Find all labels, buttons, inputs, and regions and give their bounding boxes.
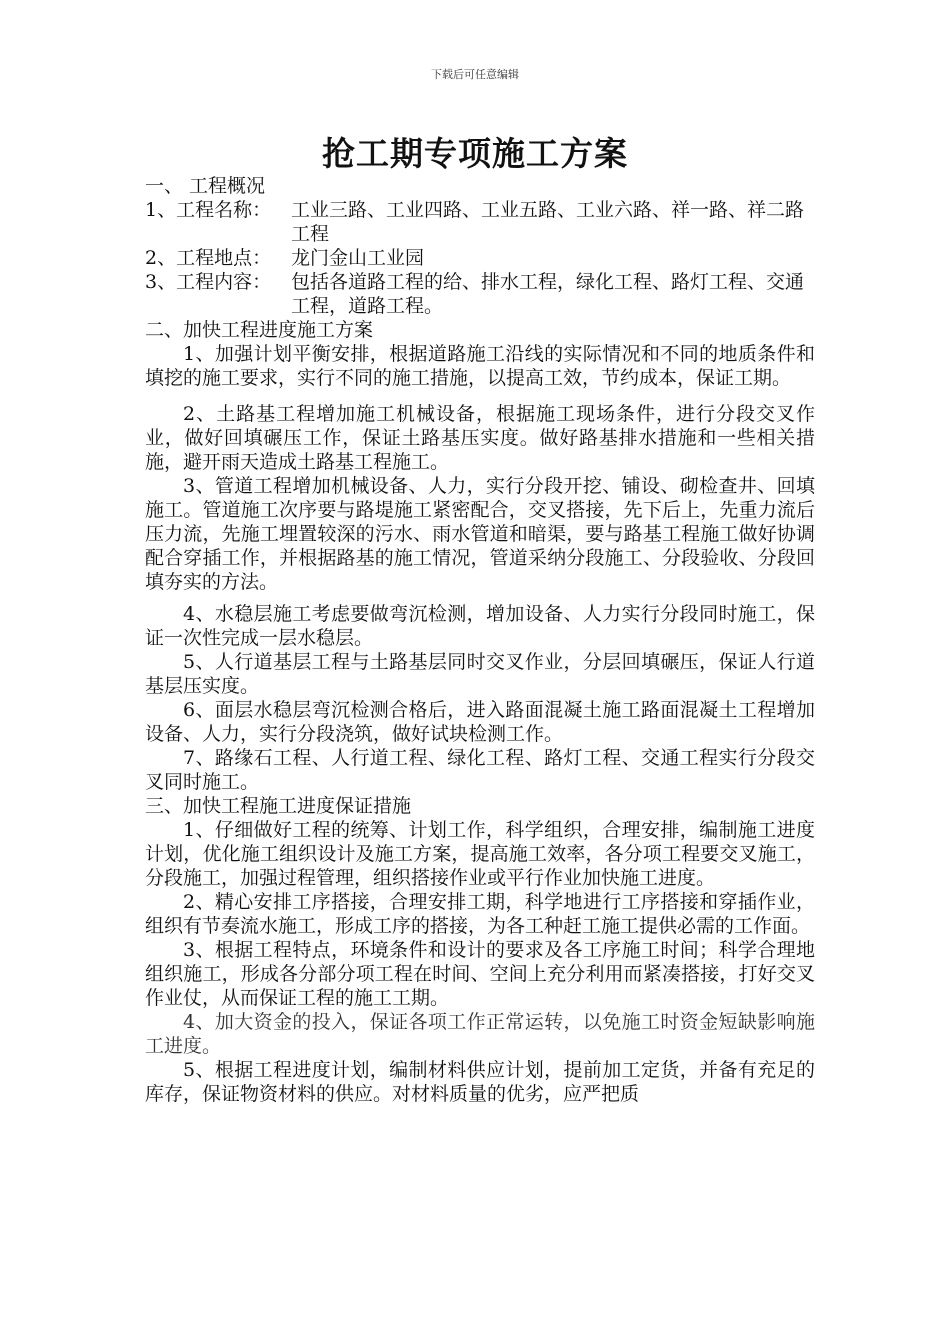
paragraph: 3、根据工程特点，环境条件和设计的要求及各工序施工时间；科学合理地组织施工，形成各分部分项工程在时间、空间上充分利用而紧凑搭接，打好交叉作业仗，从而保证工程的施工工期。 [145,939,815,1009]
section-heading-overview: 一、 工程概况 [145,175,266,197]
paragraph: 2、精心安排工序搭接，合理安排工期，科学地进行工序搭接和穿插作业，组织有节奏流水施工，形成工序的搭接，为各工种赶工施工提供必需的工作面。 [145,891,815,937]
paragraph: 1、加强计划平衡安排，根据道路施工沿线的实际情况和不同的地质条件和填挖的施工要求，实行不同的施工措施，以提高工效，节约成本，保证工期。 [145,343,815,389]
paragraph: 7、路缘石工程、人行道工程、绿化工程、路灯工程、交通工程实行分段交叉同时施工。 [145,747,815,793]
document-title: 抢工期专项施工方案 [322,134,628,173]
paragraph: 4、加大资金的投入，保证各项工作正常运转，以免施工时资金短缺影响施工进度。 [145,1011,815,1057]
overview-label: 1、工程名称： [145,199,272,221]
header-note: 下载后可任意编辑 [431,68,519,81]
paragraph: 5、根据工程进度计划，编制材料供应计划，提前加工定货，并备有充足的库存，保证物资材料的供应。对材料质量的优劣，应严把质 [145,1059,815,1105]
paragraph: 6、面层水稳层弯沉检测合格后，进入路面混凝土施工路面混凝土工程增加设备、人力，实行分段浇筑，做好试块检测工作。 [145,699,815,745]
paragraph: 3、管道工程增加机械设备、人力，实行分段开挖、铺设、砌检查井、回填施工。管道施工次序要与路堤施工紧密配合，交叉搭接，先下后上，先重力流后压力流，先施工埋置较深的污水、雨水管道和暗渠，要与路基工程施工做好协调配合穿插工作，并根据路基的施工情况，管道采纳分段施工、分段验收、分段回填夯实的方法。 [145,475,815,593]
paragraph: 5、人行道基层工程与土路基层同时交叉作业，分层回填碾压，保证人行道基层压实度。 [145,651,815,697]
overview-item-project-location [145,246,815,270]
overview-item-project-name [145,198,815,246]
overview-value: 龙门金山工业园 [291,247,425,269]
paragraph: 4、水稳层施工考虑要做弯沉检测，增加设备、人力实行分段同时施工，保证一次性完成一层水稳层。 [145,603,815,649]
overview-value: 包括各道路工程的给、排水工程，绿化工程、路灯工程、交通工程，道路工程。 [291,271,805,317]
paragraph: 2、土路基工程增加施工机械设备，根据施工现场条件，进行分段交叉作业，做好回填碾压工作，保证土路基压实度。做好路基排水措施和一些相关措施，避开雨天造成土路基工程施工。 [145,403,815,473]
paragraph: 1、仔细做好工程的统筹、计划工作，科学组织，合理安排，编制施工进度计划，优化施工组织设计及施工方案，提高施工效率，各分项工程要交叉施工，分段施工，加强过程管理，组织搭接作业或平行作业加快施工进度。 [145,819,815,889]
section-heading-schedule-plan: 二、加快工程进度施工方案 [145,319,374,341]
overview-label: 3、工程内容： [145,271,272,293]
document-body [145,174,815,1106]
overview-label: 2、工程地点： [145,247,272,269]
section-heading-guarantee-measures: 三、加快工程施工进度保证措施 [145,795,412,817]
overview-item-project-content [145,270,815,318]
overview-value: 工业三路、工业四路、工业五路、工业六路、祥一路、祥二路工程 [291,199,805,245]
